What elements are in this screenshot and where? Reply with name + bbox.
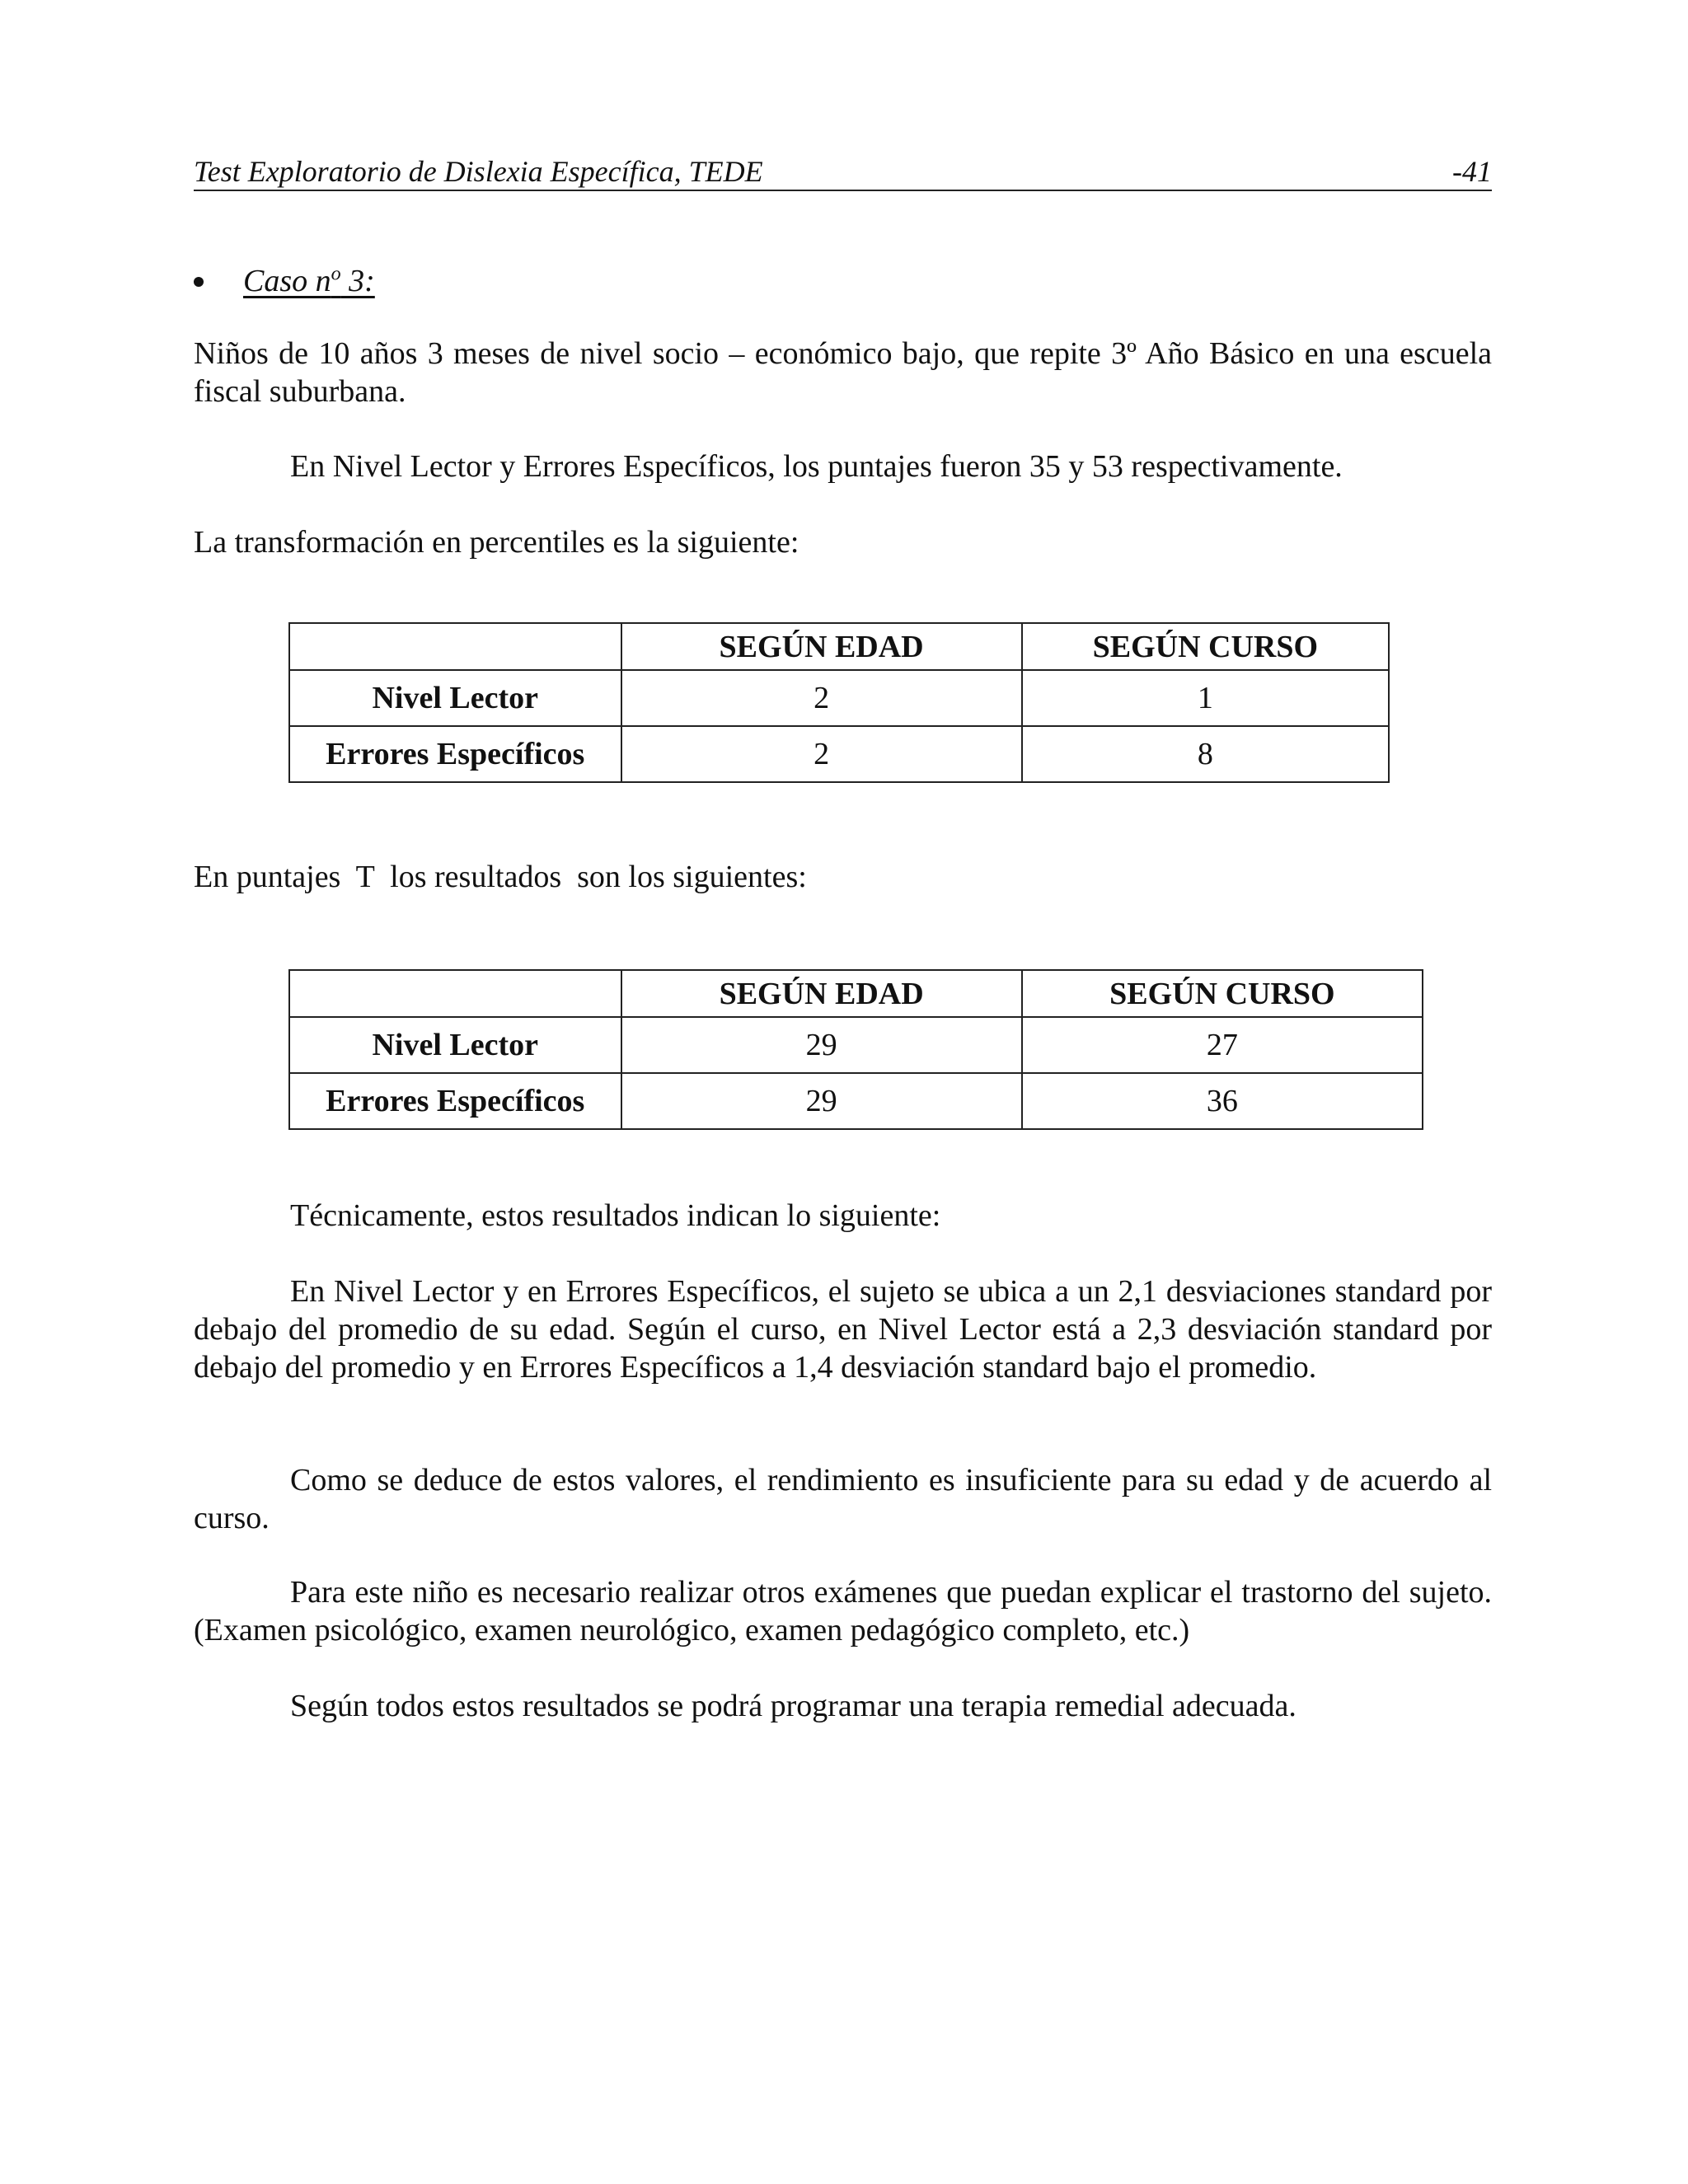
row-label: Nivel Lector bbox=[289, 1017, 621, 1073]
t-score-table bbox=[288, 969, 1423, 1130]
percentile-table bbox=[288, 622, 1390, 783]
table-row bbox=[289, 726, 1389, 782]
paragraph-raw-scores: En Nivel Lector y Errores Específicos, los puntajes fueron 35 y 53 respectivamente. bbox=[290, 449, 1343, 484]
paragraph-technical-intro: Técnicamente, estos resultados indican lo siguiente: bbox=[290, 1198, 941, 1233]
paragraph-conclusion: Como se deduce de estos valores, el rendimiento es insuficiente para su edad y de acuerdo al curso. bbox=[194, 1463, 1492, 1535]
paragraph-t-score-intro: En puntajes T los resultados son los siguientes: bbox=[194, 860, 807, 894]
cell-curso: 8 bbox=[1022, 726, 1389, 782]
paragraph-recommendation: Para este niño es necesario realizar otros exámenes que puedan explicar el trastorno del sujeto. (Examen psicológico, examen neurológico, examen pedagógico completo, etc.) bbox=[194, 1575, 1492, 1647]
table-row bbox=[289, 670, 1389, 726]
paragraph-deviations: En Nivel Lector y en Errores Específicos, el sujeto se ubica a un 2,1 desviaciones standard por debajo del promedio de su edad. Según el curso, en Nivel Lector está a 2,3 desviación standard por debajo del promedio y en Errores Específicos a 1,4 desviación standard bajo el promedio. bbox=[194, 1274, 1492, 1385]
cell-edad: 2 bbox=[621, 670, 1022, 726]
cell-edad: 29 bbox=[621, 1017, 1022, 1073]
paragraph-percentile-intro: La transformación en percentiles es la siguiente: bbox=[194, 525, 799, 560]
table-row bbox=[289, 1073, 1423, 1129]
table-header-curso: SEGÚN CURSO bbox=[1022, 970, 1423, 1017]
table-row bbox=[289, 1017, 1423, 1073]
header-title: Test Exploratorio de Dislexia Específica, TEDE bbox=[194, 155, 763, 188]
row-label: Errores Específicos bbox=[289, 726, 621, 782]
table-header-row bbox=[289, 970, 1423, 1017]
cell-curso: 1 bbox=[1022, 670, 1389, 726]
bullet-icon bbox=[194, 277, 204, 287]
case-label: Caso $n^o$ 3: bbox=[243, 263, 375, 298]
table-header-edad: SEGÚN EDAD bbox=[621, 970, 1022, 1017]
cell-edad: 29 bbox=[621, 1073, 1022, 1129]
table-header-empty bbox=[289, 970, 621, 1017]
table-header-edad: SEGÚN EDAD bbox=[621, 623, 1022, 670]
running-header bbox=[194, 153, 1492, 191]
paragraph-case-description: Niños de 10 años 3 meses de nivel socio – económico bajo, que repite 3º Año Básico en una escuela fiscal suburbana. bbox=[194, 336, 1492, 409]
cell-curso: 36 bbox=[1022, 1073, 1423, 1129]
table-header-row bbox=[289, 623, 1389, 670]
page-number: -41 bbox=[1452, 155, 1492, 188]
table-header-curso: SEGÚN CURSO bbox=[1022, 623, 1389, 670]
row-label: Errores Específicos bbox=[289, 1073, 621, 1129]
table-header-empty bbox=[289, 623, 621, 670]
paragraph-therapy: Según todos estos resultados se podrá programar una terapia remedial adecuada. bbox=[290, 1689, 1296, 1723]
row-label: Nivel Lector bbox=[289, 670, 621, 726]
cell-edad: 2 bbox=[621, 726, 1022, 782]
cell-curso: 27 bbox=[1022, 1017, 1423, 1073]
